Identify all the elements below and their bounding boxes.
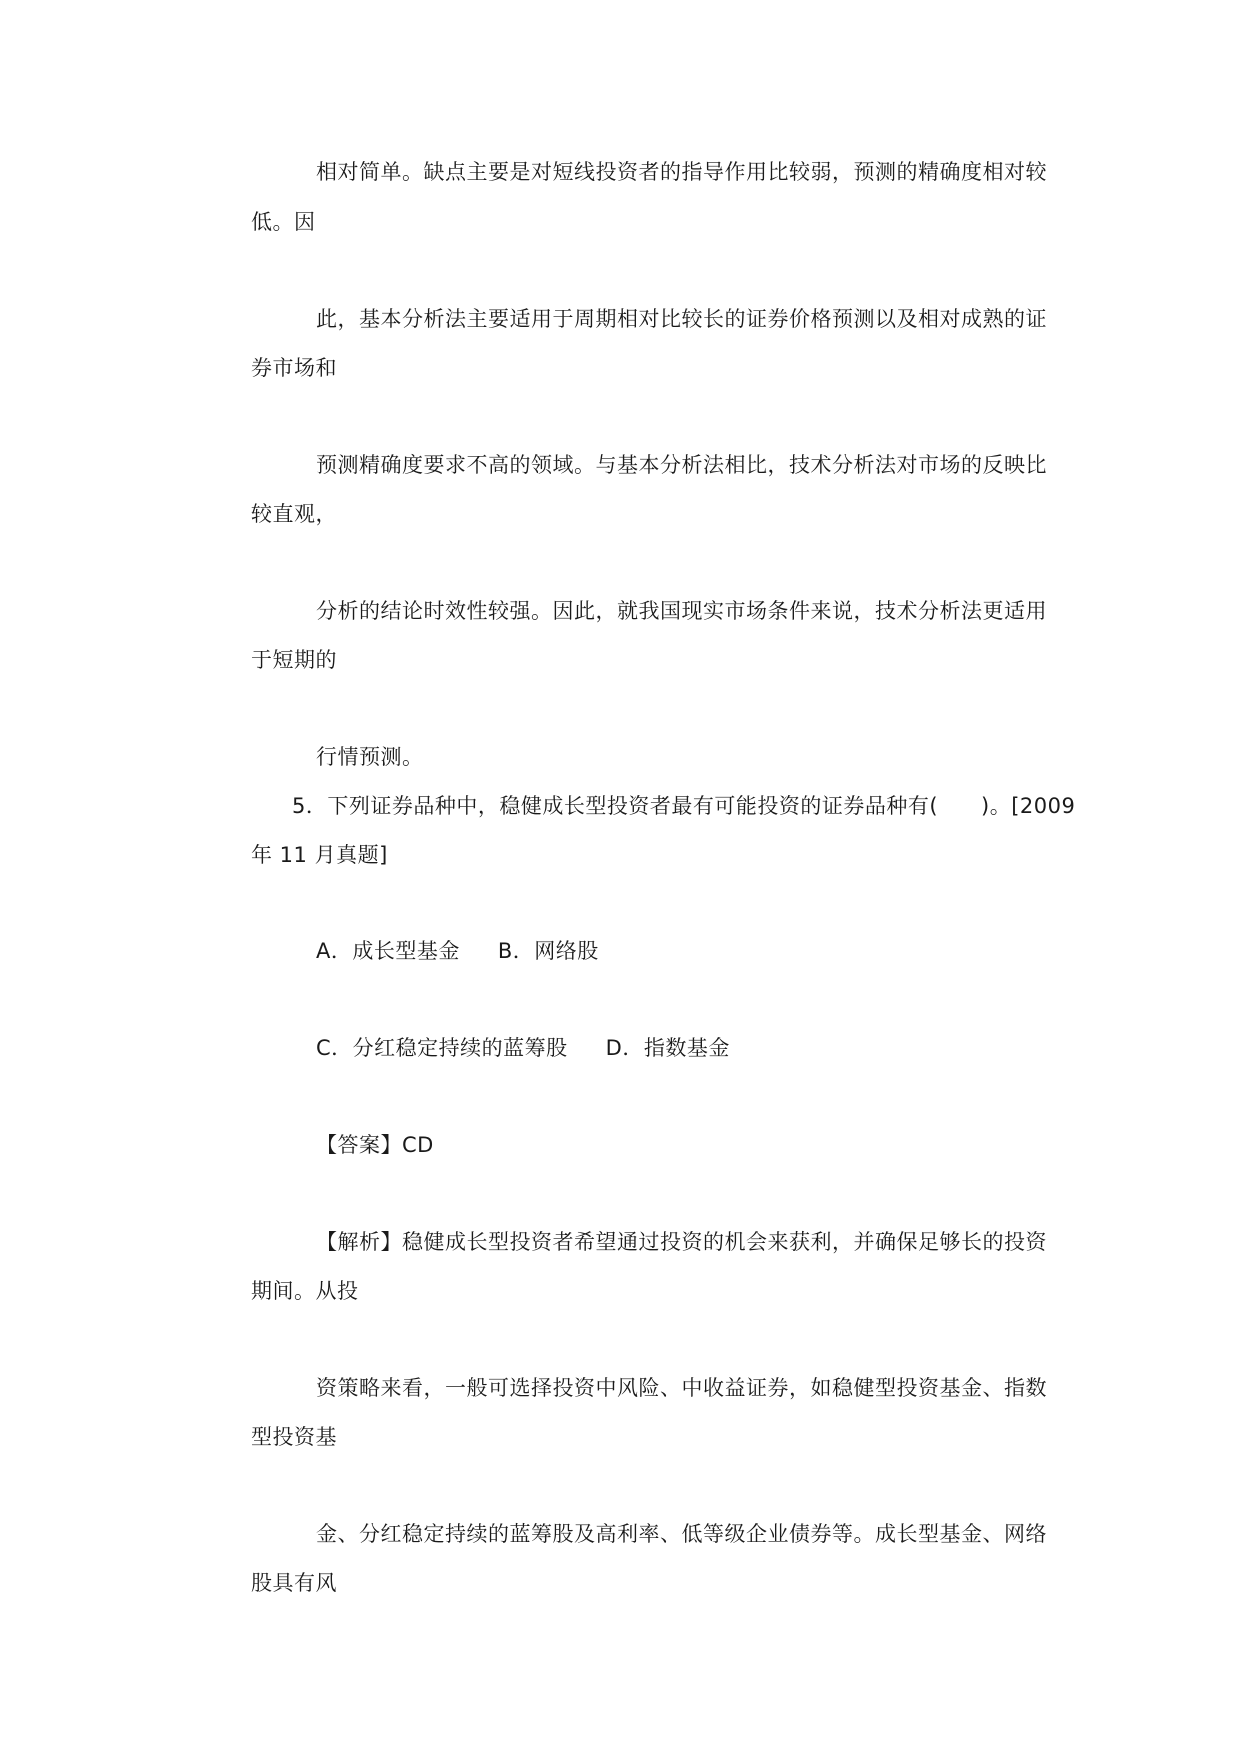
paragraph-line: 于短期的 <box>251 648 337 672</box>
analysis-line: 期间。从投 <box>251 1279 359 1303</box>
option-d: D．指数基金 <box>605 1036 730 1060</box>
options-row-2 <box>316 1034 730 1062</box>
paragraph-line: 相对简单。缺点主要是对短线投资者的指导作用比较弱，预测的精确度相对较 <box>316 160 1047 184</box>
options-row-1 <box>316 937 599 965</box>
question-stem-continued: 年 11 月真题] <box>251 843 388 867</box>
analysis-line: 股具有风 <box>251 1571 337 1595</box>
analysis-line: 金、分红稳定持续的蓝筹股及高利率、低等级企业债券等。成长型基金、网络 <box>316 1522 1047 1546</box>
analysis-line: 型投资基 <box>251 1425 337 1449</box>
paragraph-line: 此，基本分析法主要适用于周期相对比较长的证券价格预测以及相对成熟的证 <box>316 307 1047 331</box>
paragraph-line: 低。因 <box>251 210 316 234</box>
option-b: B．网络股 <box>497 939 599 963</box>
paragraph-line: 分析的结论时效性较强。因此，就我国现实市场条件来说，技术分析法更适用 <box>316 599 1047 623</box>
answer-line: 【答案】CD <box>316 1133 434 1157</box>
paragraph-line: 预测精确度要求不高的领域。与基本分析法相比，技术分析法对市场的反映比 <box>316 453 1047 477</box>
question-stem: 5．下列证券品种中，稳健成长型投资者最有可能投资的证券品种有( )。[2009 <box>292 794 1076 818</box>
analysis-line: 【解析】稳健成长型投资者希望通过投资的机会来获利，并确保足够长的投资 <box>316 1230 1047 1254</box>
analysis-line: 资策略来看，一般可选择投资中风险、中收益证券，如稳健型投资基金、指数 <box>316 1376 1047 1400</box>
paragraph-line: 较直观， <box>251 502 337 526</box>
option-c: C．分红稳定持续的蓝筹股 <box>316 1036 568 1060</box>
option-a: A．成长型基金 <box>316 939 460 963</box>
paragraph-line: 行情预测。 <box>316 745 424 769</box>
paragraph-line: 券市场和 <box>251 356 337 380</box>
